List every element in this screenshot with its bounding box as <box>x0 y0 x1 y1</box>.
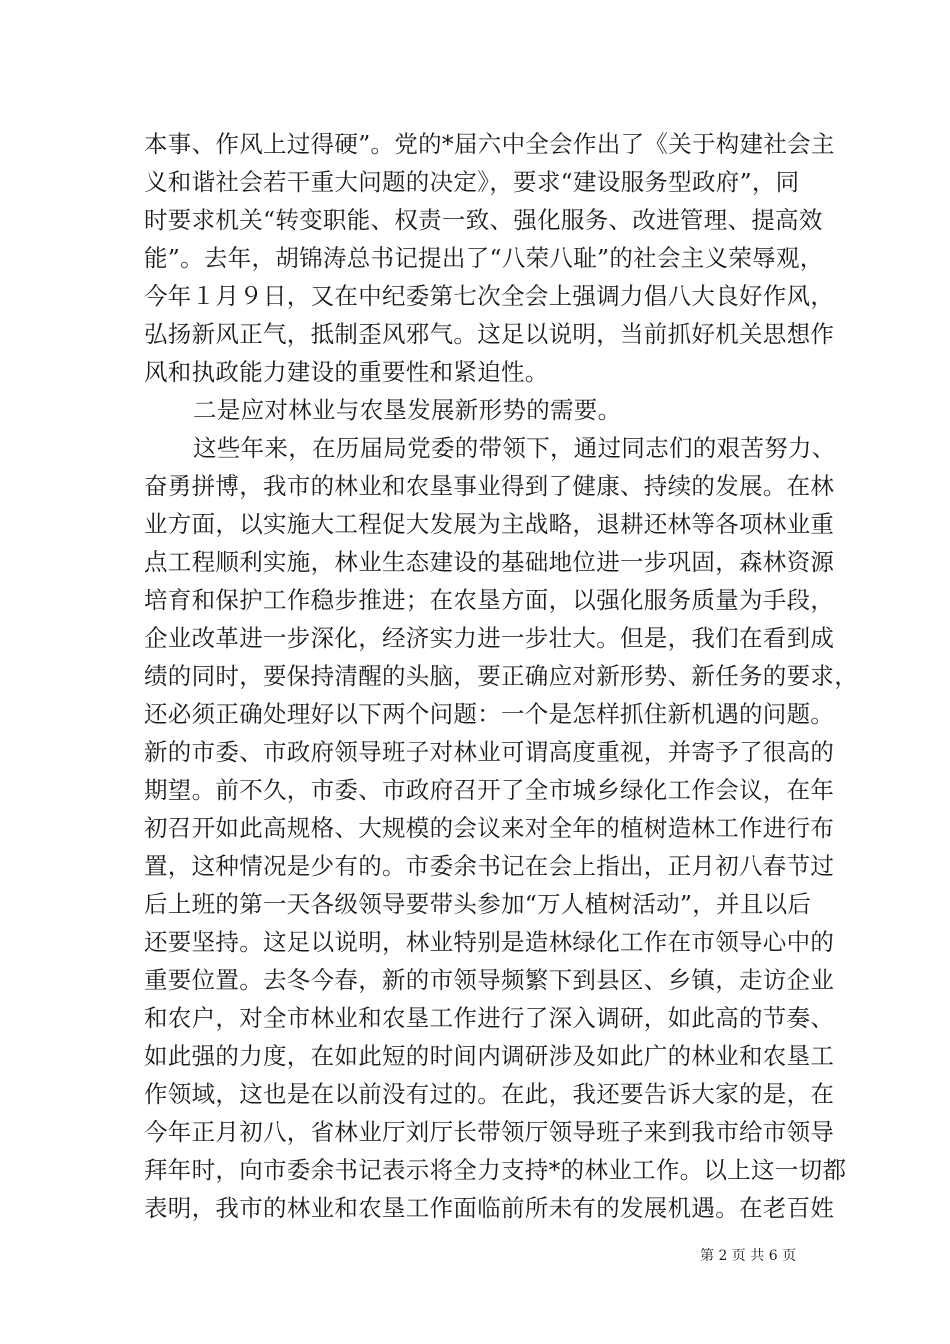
text-line: 置，这种情况是少有的。市委余书记在会上指出，正月初八春节过 <box>144 852 835 880</box>
text-line: 期望。前不久，市委、市政府召开了全市城乡绿化工作会议，在年 <box>144 776 835 804</box>
text-line: 表明，我市的林业和农垦工作面临前所未有的发展机遇。在老百姓 <box>144 1194 835 1222</box>
text-line: 初召开如此高规格、大规模的会议来对全年的植树造林工作进行布 <box>144 814 835 842</box>
text-line: 点工程顺利实施，林业生态建设的基础地位进一步巩固，森林资源 <box>144 548 835 576</box>
text-line: 这些年来，在历届局党委的带领下，通过同志们的艰苦努力、 <box>193 434 836 462</box>
text-line: 绩的同时，要保持清醒的头脑，要正确应对新形势、新任务的要求， <box>144 662 858 690</box>
text-line: 重要位置。去冬今春，新的市领导频繁下到县区、乡镇，走访企业 <box>144 966 835 994</box>
text-line: 新的市委、市政府领导班子对林业可谓高度重视，并寄予了很高的 <box>144 738 835 766</box>
text-line: 作领域，这也是在以前没有过的。在此，我还要告诉大家的是，在 <box>144 1080 835 1108</box>
text-line: 拜年时，向市委余书记表示将全力支持*的林业工作。以上这一切都 <box>144 1156 847 1184</box>
text-line: 培育和保护工作稳步推进；在农垦方面，以强化服务质量为手段， <box>144 586 835 614</box>
text-line: 还要坚持。这足以说明，林业特别是造林绿化工作在市领导心中的 <box>144 928 835 956</box>
section-heading: 二是应对林业与农垦发展新形势的需要。 <box>193 396 622 424</box>
page-number-footer: 第 2 页 共 6 页 <box>700 1248 797 1264</box>
text-line: 如此强的力度，在如此短的时间内调研涉及如此广的林业和农垦工 <box>144 1042 835 1070</box>
text-line: 弘扬新风正气，抵制歪风邪气。这足以说明，当前抓好机关思想作 <box>144 320 835 348</box>
text-line: 奋勇拼博，我市的林业和农垦事业得到了健康、持续的发展。在林 <box>144 472 835 500</box>
text-line: 本事、作风上过得硬”。党的*届六中全会作出了《关于构建社会主 <box>144 130 835 158</box>
text-line: 风和执政能力建设的重要性和紧迫性。 <box>144 358 549 386</box>
text-line: 后上班的第一天各级领导要带头参加“万人植树活动”，并且以后 <box>144 890 812 918</box>
text-line: 今年１月９日，又在中纪委第七次全会上强调力倡八大良好作风， <box>144 282 835 310</box>
text-line: 今年正月初八，省林业厅刘厅长带领厅领导班子来到我市给市领导 <box>144 1118 835 1146</box>
text-line: 业方面，以实施大工程促大发展为主战略，退耕还林等各项林业重 <box>144 510 835 538</box>
text-line: 和农户，对全市林业和农垦工作进行了深入调研，如此高的节奏、 <box>144 1004 835 1032</box>
text-line: 还必须正确处理好以下两个问题：一个是怎样抓住新机遇的问题。 <box>144 700 835 728</box>
text-line: 义和谐社会若干重大问题的决定》，要求“建设服务型政府”，同 <box>144 168 800 196</box>
text-line: 能”。去年，胡锦涛总书记提出了“八荣八耻”的社会主义荣辱观， <box>144 244 824 272</box>
text-line: 企业改革进一步深化，经济实力进一步壮大。但是，我们在看到成 <box>144 624 835 652</box>
text-line: 时要求机关“转变职能、权责一致、强化服务、改进管理、提高效 <box>144 206 823 234</box>
